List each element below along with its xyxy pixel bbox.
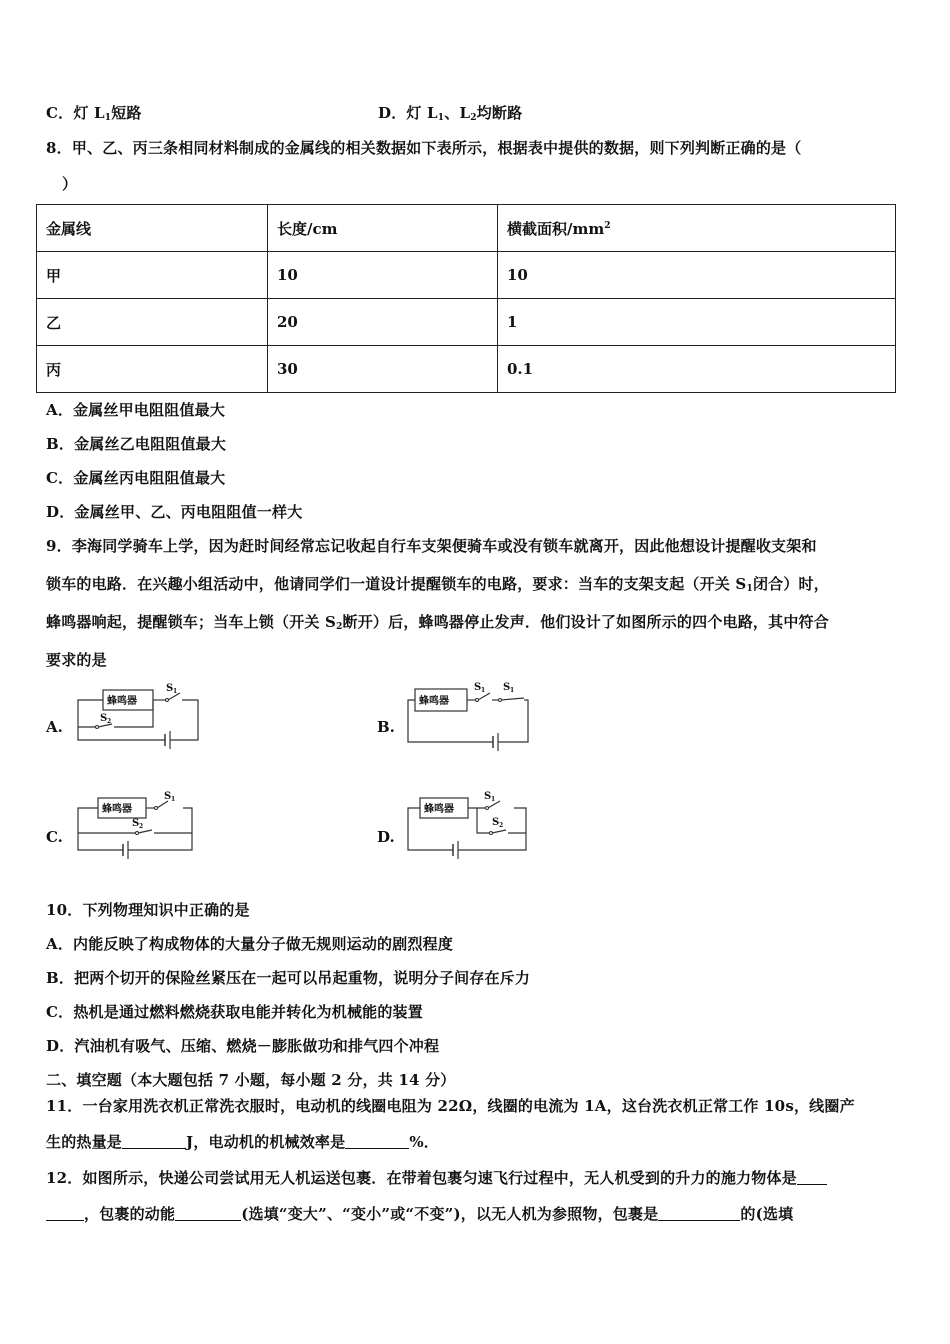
wire-data-table <box>36 204 896 393</box>
switch-s2-label: S <box>492 817 500 828</box>
subscript: 1 <box>171 796 176 803</box>
stem-text: 生的热量是 <box>46 1133 123 1151</box>
q7-option-d <box>378 102 522 123</box>
switch-s1-label: S <box>164 791 172 802</box>
table-cell: 10 <box>268 252 498 299</box>
circuit-diagram-b <box>400 680 540 752</box>
subscript: 2 <box>107 718 112 725</box>
circuit-b-label: B. <box>377 718 395 736</box>
table-cell: 甲 <box>37 252 268 299</box>
switch-s2-label: S <box>100 713 108 724</box>
q8-stem-line2: ） <box>62 175 78 193</box>
buzzer-label: 蜂鸣器 <box>107 696 137 707</box>
circuit-c-label: C. <box>46 828 63 846</box>
q8-option-a: A．金属丝甲电阻阻值最大 <box>46 401 226 419</box>
header-cell: 金属线 <box>37 205 268 252</box>
q7-option-c <box>46 102 142 123</box>
subscript: 1 <box>104 113 112 123</box>
q11-line1: 11．一台家用洗衣机正常洗衣服时，电动机的线圈电阻为 22Ω，线圈的电流为 1A，这台洗衣机正常工作 10s，线圈产 <box>46 1097 855 1115</box>
table-cell: 1 <box>498 299 896 346</box>
switch-s1-label: S <box>166 683 174 694</box>
superscript: 2 <box>604 220 611 231</box>
subscript: 2 <box>499 822 504 829</box>
circuit-d-label: D. <box>377 828 395 846</box>
q11-line2 <box>46 1131 439 1152</box>
q10-stem: 10．下列物理知识中正确的是 <box>46 901 250 919</box>
circuit-diagram-d <box>400 790 535 860</box>
subscript: 1 <box>746 584 753 594</box>
buzzer-label: 蜂鸣器 <box>424 804 454 815</box>
answer-blank[interactable] <box>122 1134 186 1149</box>
option-text: 均断路 <box>476 104 523 122</box>
q8-option-b: B．金属丝乙电阻阻值最大 <box>46 435 227 453</box>
table-cell: 0.1 <box>498 346 896 393</box>
answer-blank[interactable] <box>46 1206 84 1221</box>
table-cell: 30 <box>268 346 498 393</box>
q8-option-d: D．金属丝甲、乙、丙电阻阻值一样大 <box>46 503 303 521</box>
subscript: 1 <box>173 688 178 695</box>
option-text: 、L <box>444 104 471 122</box>
section-title: 二、填空题（本大题包括 7 小题，每小题 2 分，共 14 分） <box>46 1071 456 1089</box>
q10-option-a: A．内能反映了构成物体的大量分子做无规则运动的剧烈程度 <box>46 935 454 953</box>
q10-option-d: D．汽油机有吸气、压缩、燃烧－膨胀做功和排气四个冲程 <box>46 1037 440 1055</box>
buzzer-label: 蜂鸣器 <box>102 804 132 815</box>
table-row <box>37 299 896 346</box>
table-header-row <box>37 205 896 252</box>
header-cell: 长度/cm <box>268 205 498 252</box>
q10-option-c: C．热机是通过燃料燃烧获取电能并转化为机械能的装置 <box>46 1003 423 1021</box>
stem-text: 的(选填 <box>740 1205 794 1223</box>
q9-stem-line1: 9．李海同学骑车上学，因为赶时间经常忘记收起自行车支架便骑车或没有锁车就离开，因此他想设计提醒收支架和 <box>46 537 817 555</box>
stem-text: %． <box>409 1133 439 1151</box>
stem-text: J，电动机的机械效率是 <box>186 1133 346 1151</box>
q12-line1 <box>46 1167 827 1188</box>
subscript: 2 <box>336 622 343 632</box>
subscript: 2 <box>139 823 144 830</box>
stem-text: (选填“变大”、“变小”或“不变”)，以无人机为参照物，包裹是 <box>241 1205 659 1223</box>
stem-text: 闭合）时， <box>752 575 829 593</box>
answer-blank[interactable] <box>797 1170 827 1185</box>
switch-s2-label: S <box>132 818 140 829</box>
q12-line2 <box>46 1203 793 1224</box>
q9-stem-line2 <box>46 573 829 594</box>
stem-text: 锁车的电路．在兴趣小组活动中，他请同学们一道设计提醒锁车的电路，要求：当车的支架支起（开关 S <box>46 575 747 593</box>
subscript: 1 <box>437 113 445 123</box>
q9-stem-line3 <box>46 611 829 632</box>
stem-text: ，包裹的动能 <box>84 1205 176 1223</box>
table-cell: 20 <box>268 299 498 346</box>
answer-blank[interactable] <box>175 1206 241 1221</box>
switch-s1-label: S <box>474 682 482 693</box>
stem-text: 蜂鸣器响起，提醒锁车；当车上锁（开关 S <box>46 613 337 631</box>
stem-text: 断开）后，蜂鸣器停止发声．他们设计了如图所示的四个电路，其中符合 <box>342 613 829 631</box>
option-text: 短路 <box>111 104 142 122</box>
table-cell: 丙 <box>37 346 268 393</box>
subscript: 1 <box>481 687 486 694</box>
table-cell: 乙 <box>37 299 268 346</box>
answer-blank[interactable] <box>658 1206 740 1221</box>
switch-s1-label: S <box>484 791 492 802</box>
table-row <box>37 252 896 299</box>
option-text: D．灯 L <box>378 104 438 122</box>
circuit-diagram-a <box>70 680 205 752</box>
stem-text: 12．如图所示，快递公司尝试用无人机运送包裹．在带着包裹匀速飞行过程中，无人机受到的升力的施力物体是 <box>46 1169 797 1187</box>
table-cell: 10 <box>498 252 896 299</box>
q9-stem-line4: 要求的是 <box>46 651 107 669</box>
subscript: 1 <box>510 687 515 694</box>
q8-stem-line1: 8．甲、乙、丙三条相同材料制成的金属线的相关数据如下表所示，根据表中提供的数据，则下列判断正确的是（ <box>46 139 802 157</box>
buzzer-label: 蜂鸣器 <box>419 696 449 707</box>
q8-option-c: C．金属丝丙电阻阻值最大 <box>46 469 226 487</box>
subscript: 1 <box>491 796 496 803</box>
header-cell <box>498 205 896 252</box>
subscript: 2 <box>470 113 477 123</box>
circuit-diagram-c <box>70 790 205 860</box>
header-text: 横截面积/mm <box>507 219 605 238</box>
circuit-a-label: A. <box>46 718 63 736</box>
switch-s2-label: S <box>503 682 511 693</box>
q10-option-b: B．把两个切开的保险丝紧压在一起可以吊起重物，说明分子间存在斥力 <box>46 969 531 987</box>
table-row <box>37 346 896 393</box>
answer-blank[interactable] <box>345 1134 409 1149</box>
option-text: C．灯 L <box>46 104 105 122</box>
